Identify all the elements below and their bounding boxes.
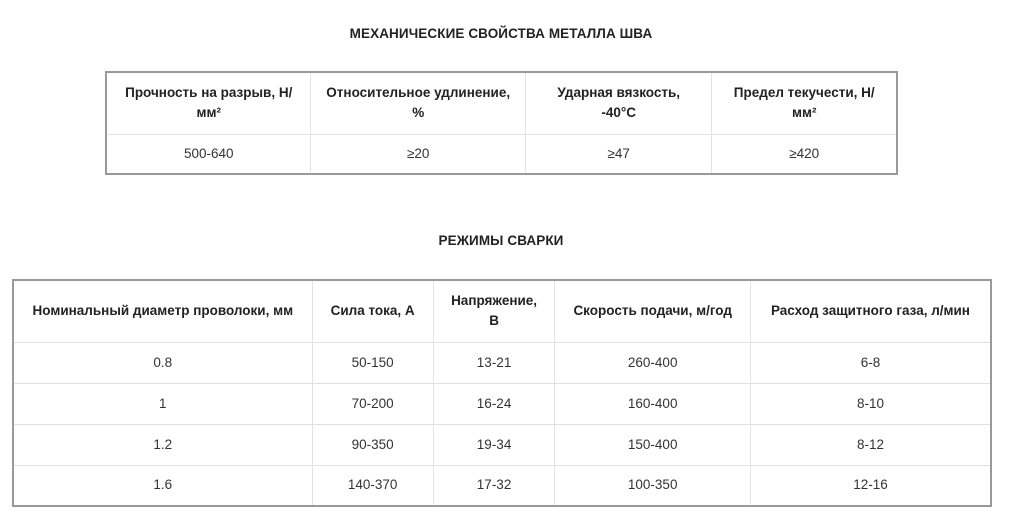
table-row [13, 424, 991, 465]
table-cell: 70-200 [312, 383, 433, 424]
header-cell: Предел текучести, Н/ мм² [712, 72, 897, 134]
table-cell: 19-34 [433, 424, 555, 465]
header-cell: Сила тока, А [312, 280, 433, 342]
table-cell: 17-32 [433, 465, 555, 506]
table-cell: 50-150 [312, 342, 433, 383]
welding-modes-title: РЕЖИМЫ СВАРКИ [438, 233, 564, 248]
table-row [13, 342, 991, 383]
mechanical-properties-title: МЕХАНИЧЕСКИЕ СВОЙСТВА МЕТАЛЛА ШВА [349, 26, 653, 41]
table-cell: 1 [13, 383, 312, 424]
welding-modes-table [12, 279, 992, 507]
table-cell: 12-16 [750, 465, 991, 506]
table-cell: 140-370 [312, 465, 433, 506]
table-cell: 8-10 [750, 383, 991, 424]
header-cell: Относительное удлинение, % [311, 72, 526, 134]
table-cell: 150-400 [555, 424, 751, 465]
table-cell: 160-400 [555, 383, 751, 424]
header-cell: Номинальный диаметр проволоки, мм [13, 280, 312, 342]
mechanical-properties-table [105, 71, 898, 175]
table-row [13, 465, 991, 506]
table-cell: 6-8 [750, 342, 991, 383]
table-cell: 90-350 [312, 424, 433, 465]
header-cell: Напряжение, В [433, 280, 555, 342]
table-cell: 100-350 [555, 465, 751, 506]
table-cell: 260-400 [555, 342, 751, 383]
table-cell: 1.6 [13, 465, 312, 506]
table-cell: 8-12 [750, 424, 991, 465]
header-cell: Прочность на разрыв, Н/ мм² [106, 72, 311, 134]
table-header-row [13, 280, 991, 342]
table-row [13, 383, 991, 424]
table-row [106, 134, 897, 174]
table-cell: 500-640 [106, 134, 311, 174]
table-cell: ≥47 [525, 134, 711, 174]
header-cell: Ударная вязкость, -40°С [525, 72, 711, 134]
table-header-row [106, 72, 897, 134]
table-cell: ≥420 [712, 134, 897, 174]
table-cell: 13-21 [433, 342, 555, 383]
header-cell: Скорость подачи, м/год [555, 280, 751, 342]
table-cell: ≥20 [311, 134, 526, 174]
table-cell: 16-24 [433, 383, 555, 424]
table-cell: 0.8 [13, 342, 312, 383]
table-cell: 1.2 [13, 424, 312, 465]
header-cell: Расход защитного газа, л/мин [750, 280, 991, 342]
